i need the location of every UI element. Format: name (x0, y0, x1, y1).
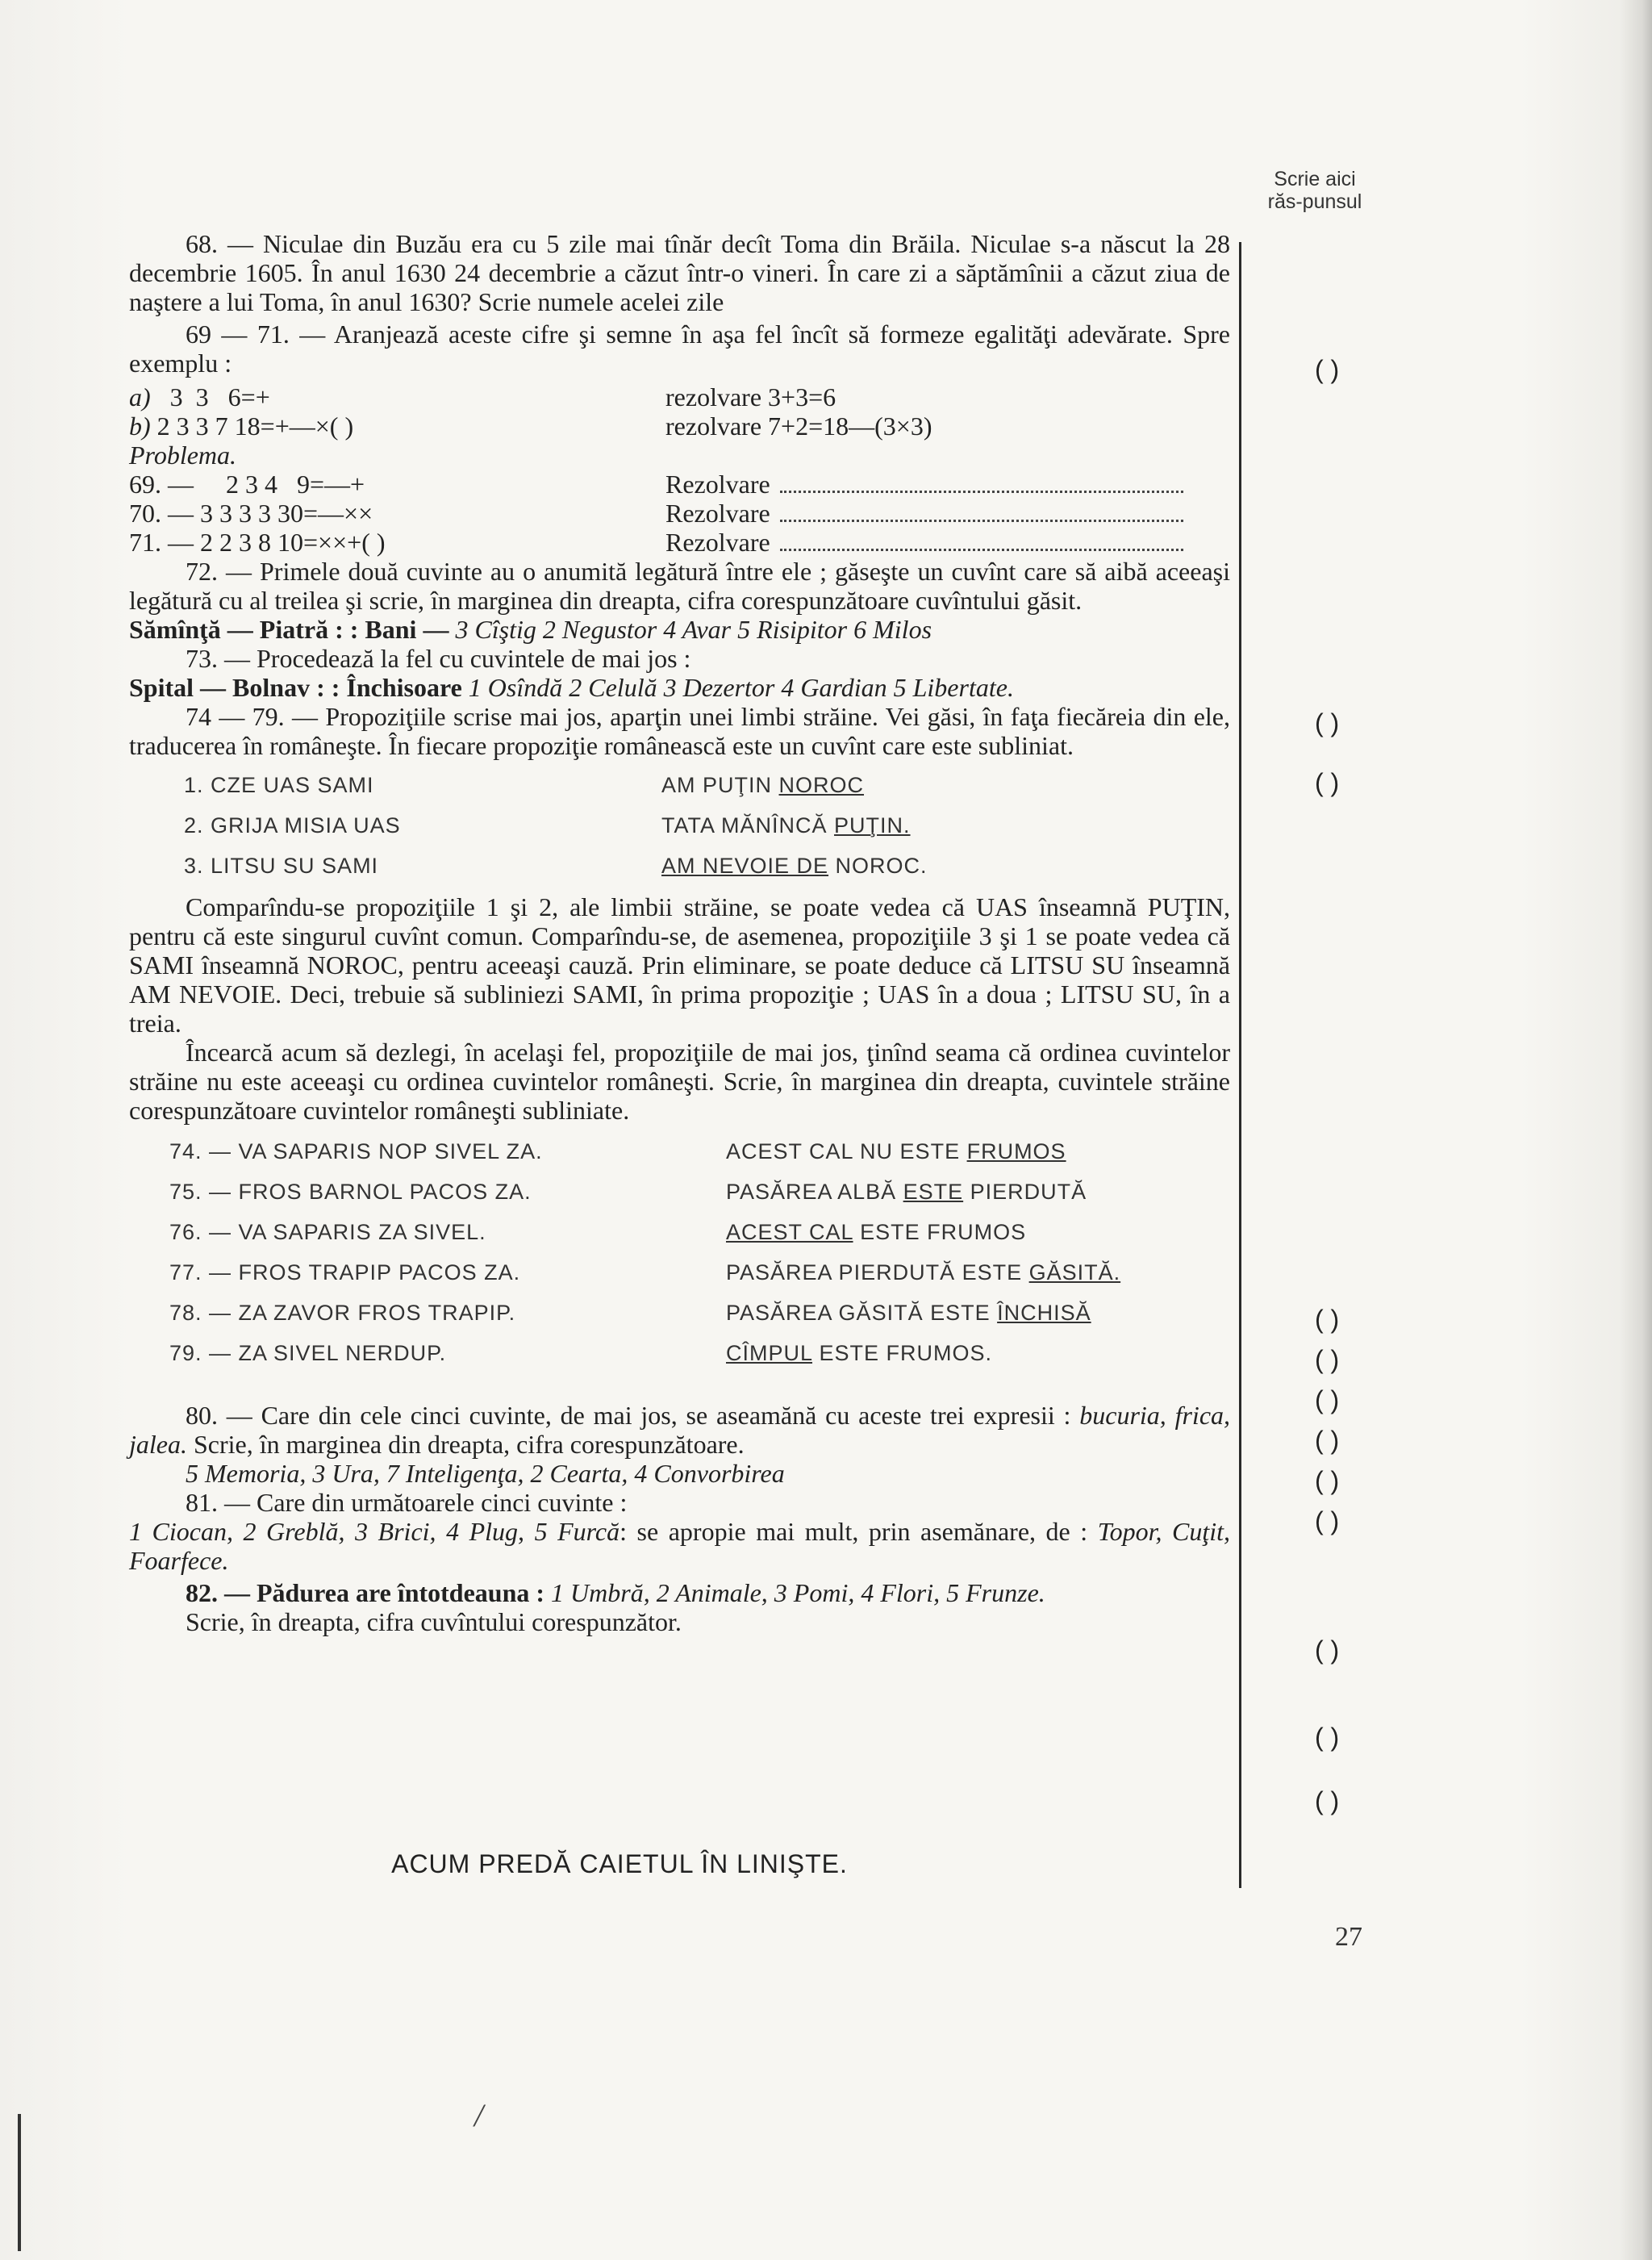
question-74-79-intro: 74 — 79. — Propoziţiile scrise mai jos, aparţin unei limbi străine. Vei găsi, în faţa fiecăreia din ele, traducerea în româneşte. În fiecare propoziţie românească este un cuvînt care este subliniat. (129, 702, 1230, 760)
page-edge-shadow (1620, 0, 1652, 2260)
answer-box-79[interactable]: ( ) (1315, 1506, 1340, 1535)
question-82-instruction: Scrie, în dreapta, cifra cuvîntului corespunzător. (186, 1607, 682, 1636)
problem-69: 69. — 2 3 4 9=—+ Rezolvare (129, 470, 1230, 499)
question-80: 80. — Care din cele cinci cuvinte, de mai jos, se aseamănă cu aceste trei expresii : bucuria, frica, jalea. Scrie, în marginea din dreapta, cifra corespunzătoare. (129, 1401, 1231, 1459)
example-a: a) 3 3 6=+ rezolvare 3+3=6 (129, 382, 836, 411)
question-80-options: 5 Memoria, 3 Ura, 7 Inteligenţa, 2 Cearta, 4 Convorbirea (186, 1459, 785, 1488)
answer-box-73[interactable]: ( ) (1315, 768, 1340, 797)
answer-box-68[interactable]: ( ) (1315, 355, 1340, 384)
problem-70: 70. — 3 3 3 3 30=—×× Rezolvare (129, 499, 1230, 528)
answer-box-82[interactable]: ( ) (1315, 1786, 1340, 1815)
translation-items (129, 1131, 1230, 1373)
question-73-words: Spital — Bolnav : : Închisoare 1 Osîndă 2 Celulă 3 Dezertor 4 Gardian 5 Libertate. (129, 673, 1014, 702)
answer-line-70[interactable] (780, 502, 1183, 522)
answer-box-77[interactable]: ( ) (1315, 1426, 1340, 1455)
question-68: 68. — Niculae din Buzău era cu 5 zile mai tînăr decît Toma din Brăila. Niculae s-a născut la 28 decembrie 1605. În anul 1630 24 decembrie a căzut într-o vineri. În care zi a săptămînii a căzut ziua de naştere a lui Toma, în anul 1630? Scrie numele acelei zile (129, 229, 1230, 316)
example-b: b) 2 3 3 7 18=+—×( ) rezolvare 7+2=18—(3×3) (129, 411, 932, 441)
answer-box-78[interactable]: ( ) (1315, 1466, 1340, 1495)
example-row-1: 1. CZE UAS SAMI AM PUŢIN NOROC (184, 773, 865, 797)
item-77: 77. — FROS TRAPIP PACOS ZA. PASĂREA PIERDUTĂ ESTE GĂSITĂ. (169, 1260, 1121, 1285)
example-translations (129, 765, 1230, 886)
item-76: 76. — VA SAPARIS ZA SIVEL. ACEST CAL ESTE FRUMOS (169, 1220, 1027, 1244)
item-79: 79. — ZA SIVEL NERDUP. CÎMPUL ESTE FRUMOS. (169, 1341, 993, 1365)
item-75: 75. — FROS BARNOL PACOS ZA. PASĂREA ALBĂ ESTE PIERDUTĂ (169, 1180, 1087, 1204)
question-69-71-intro: 69 — 71. — Aranjează aceste cifre şi semne în aşa fel încît să formeze egalităţi adevărate. Spre exemplu : (129, 320, 1230, 378)
question-81: 81. — Care din următoarele cinci cuvinte : (186, 1488, 628, 1517)
answer-column-header: Scrie aici răs-punsul (1267, 168, 1362, 213)
question-82: 82. — Pădurea are întotdeauna : 1 Umbră, 2 Animale, 3 Pomi, 4 Flori, 5 Frunze. (186, 1578, 1045, 1607)
answer-column-divider (1239, 242, 1241, 1888)
question-73: 73. — Procedează la fel cu cuvintele de mai jos : (186, 644, 691, 673)
instruction-paragraph: Încearcă acum să dezlegi, în acelaşi fel, propoziţiile de mai jos, ţinînd seama că ordinea cuvintelor străine nu este aceeaşi cu ordinea cuvintelor româneşti. Scrie, în marginea din dreapta, cuvintele străine corespunzătoare cuvintelor româneşti subliniate. (129, 1038, 1230, 1125)
problem-71: 71. — 2 2 3 8 10=××+( ) Rezolvare (129, 528, 1230, 557)
stray-pen-mark: / (474, 2097, 484, 2133)
answer-box-74[interactable]: ( ) (1315, 1305, 1340, 1334)
page-number: 27 (1335, 1922, 1362, 1952)
example-row-3: 3. LITSU SU SAMI AM NEVOIE DE NOROC. (184, 854, 928, 878)
question-72: 72. — Primele două cuvinte au o anumită legătură între ele ; găseşte un cuvînt care să aibă aceeaşi legătură cu al treilea şi scrie, în marginea din dreapta, cifra corespunzătoare cuvîntului găsit. (129, 557, 1230, 615)
explanation-paragraph: Comparîndu-se propoziţiile 1 şi 2, ale limbii străine, se poate vedea că UAS înseamnă PUŢIN, pentru că este singurul cuvînt comun. Comparîndu-se, de asemenea, propoziţiile 3 şi 1 se poate vedea că SAMI înseamnă NOROC, pentru aceeaşi cauză. Prin eliminare, se poate deduce că LITSU SU înseamnă AM NEVOIE. Deci, trebuie să subliniezi SAMI, în prima propoziţie ; UAS în a doua ; LITSU SU, în a treia. (129, 892, 1230, 1038)
answer-box-75[interactable]: ( ) (1315, 1345, 1340, 1374)
answer-box-81[interactable]: ( ) (1315, 1723, 1340, 1752)
binding-mark (18, 2114, 21, 2251)
item-78: 78. — ZA ZAVOR FROS TRAPIP. PASĂREA GĂSITĂ ESTE ÎNCHISĂ (169, 1301, 1091, 1325)
examples-block (129, 382, 1230, 557)
item-74: 74. — VA SAPARIS NOP SIVEL ZA. ACEST CAL NU ESTE FRUMOS (169, 1139, 1066, 1163)
answer-box-80[interactable]: ( ) (1315, 1635, 1340, 1665)
question-81-options: 1 Ciocan, 2 Greblă, 3 Brici, 4 Plug, 5 Furcă: se apropie mai mult, prin asemănare, de : Topor, Cuţit, Foarfece. (129, 1517, 1231, 1575)
question-72-words: Sămînţă — Piatră : : Bani — 3 Cîştig 2 Negustor 4 Avar 5 Risipitor 6 Milos (129, 615, 932, 644)
example-row-2: 2. GRIJA MISIA UAS TATA MĂNÎNCĂ PUŢIN. (184, 813, 911, 838)
answer-line-71[interactable] (780, 531, 1183, 551)
answer-box-76[interactable]: ( ) (1315, 1385, 1340, 1414)
answer-line-69[interactable] (780, 473, 1183, 493)
questions-body (129, 229, 1230, 1636)
problema-label: Problema. (129, 441, 237, 470)
answer-box-72[interactable]: ( ) (1315, 708, 1340, 737)
footer-instruction: ACUM PREDĂ CAIETUL ÎN LINIŞTE. (391, 1849, 848, 1878)
